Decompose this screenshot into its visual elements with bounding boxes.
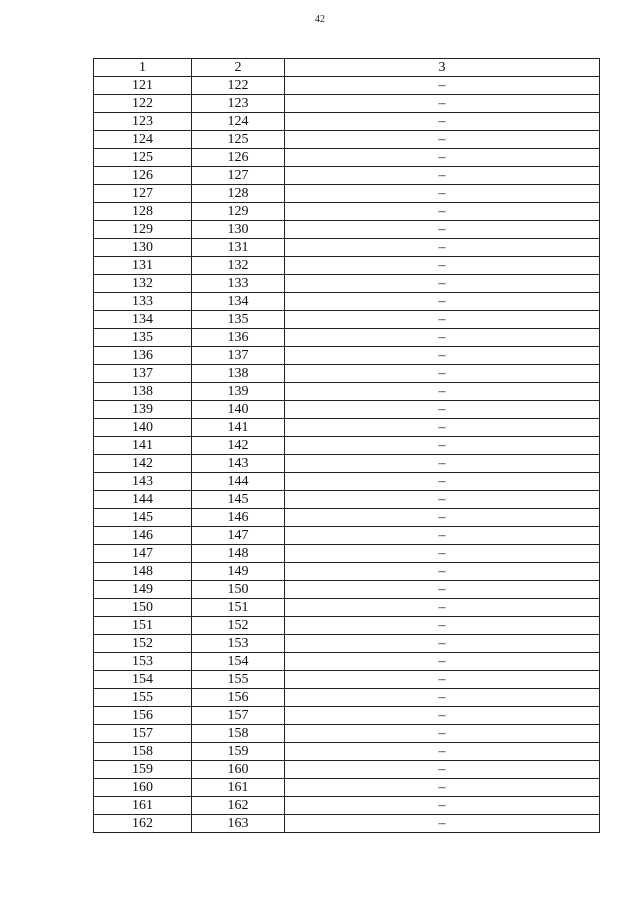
table-cell-col-2: 134 [192,293,285,311]
table-cell-col-2: 157 [192,707,285,725]
table-cell-col-3: – [285,113,600,131]
table-cell-col-1: 131 [94,257,192,275]
table-cell-col-3: – [285,473,600,491]
table-cell-col-3: – [285,185,600,203]
table-cell-col-1: 142 [94,455,192,473]
table-row [94,203,600,221]
table-cell-col-3: – [285,239,600,257]
table-cell-col-2: 149 [192,563,285,581]
table-row [94,77,600,95]
table-cell-col-3: – [285,779,600,797]
table-row [94,653,600,671]
table-cell-col-2: 160 [192,761,285,779]
table-row [94,527,600,545]
table-cell-col-3: – [285,707,600,725]
table-cell-col-2: 158 [192,725,285,743]
table-cell-col-3: – [285,743,600,761]
table-row [94,293,600,311]
table-cell-col-1: 157 [94,725,192,743]
table-cell-col-3: – [285,455,600,473]
table-cell-col-1: 141 [94,437,192,455]
table-cell-col-1: 149 [94,581,192,599]
table-cell-col-1: 136 [94,347,192,365]
table-cell-col-3: – [285,761,600,779]
table-cell-col-2: 148 [192,545,285,563]
table-cell-col-1: 139 [94,401,192,419]
table-cell-col-3: – [285,311,600,329]
table-cell-col-1: 155 [94,689,192,707]
table-cell-col-1: 159 [94,761,192,779]
table-cell-col-3: – [285,329,600,347]
table-row [94,419,600,437]
table-cell-col-3: – [285,419,600,437]
table-cell-col-2: 154 [192,653,285,671]
table-row [94,113,600,131]
table-cell-col-3: – [285,293,600,311]
table-cell-col-2: 162 [192,797,285,815]
table-row [94,401,600,419]
table-cell-col-2: 130 [192,221,285,239]
table-cell-col-3: – [285,671,600,689]
data-table [93,58,600,833]
table-cell-col-2: 143 [192,455,285,473]
table-cell-col-1: 145 [94,509,192,527]
table-cell-col-2: 156 [192,689,285,707]
table-cell-col-1: 129 [94,221,192,239]
table-cell-col-3: – [285,635,600,653]
table-cell-col-2: 152 [192,617,285,635]
table-cell-col-2: 144 [192,473,285,491]
table-cell-col-1: 127 [94,185,192,203]
table-cell-col-3: – [285,815,600,833]
table-cell-col-2: 127 [192,167,285,185]
table-cell-col-3: – [285,617,600,635]
table-cell-col-2: 146 [192,509,285,527]
table-row [94,185,600,203]
table-row [94,311,600,329]
table-cell-col-1: 128 [94,203,192,221]
table-row [94,545,600,563]
table-cell-col-1: 122 [94,95,192,113]
table-cell-col-1: 158 [94,743,192,761]
table-cell-col-3: – [285,437,600,455]
table-cell-col-1: 124 [94,131,192,149]
table-cell-col-1: 154 [94,671,192,689]
table-cell-col-2: 151 [192,599,285,617]
table-cell-col-3: – [285,599,600,617]
table-row [94,347,600,365]
table-cell-col-1: 161 [94,797,192,815]
table-row [94,365,600,383]
table-cell-col-3: – [285,563,600,581]
table-cell-col-3: – [285,689,600,707]
table-row [94,743,600,761]
table-cell-col-3: – [285,491,600,509]
table-cell-col-3: – [285,545,600,563]
table-row [94,581,600,599]
table-cell-col-1: 135 [94,329,192,347]
table-cell-col-2: 123 [192,95,285,113]
table-cell-col-2: 155 [192,671,285,689]
table-row [94,473,600,491]
table-cell-col-2: 142 [192,437,285,455]
table-cell-col-2: 153 [192,635,285,653]
table-row [94,779,600,797]
table-row [94,725,600,743]
table-row [94,329,600,347]
table-cell-col-1: 156 [94,707,192,725]
page-number: 42 [315,14,325,25]
table-cell-col-2: 138 [192,365,285,383]
table-cell-col-1: 143 [94,473,192,491]
table-cell-col-3: – [285,509,600,527]
table-cell-col-3: – [285,383,600,401]
table-row [94,599,600,617]
table-cell-col-3: – [285,581,600,599]
table-cell-col-1: 144 [94,491,192,509]
table-cell-col-2: 136 [192,329,285,347]
table-row [94,257,600,275]
table-row [94,563,600,581]
table-cell-col-3: – [285,95,600,113]
table-cell-col-1: 152 [94,635,192,653]
table-cell-col-2: 128 [192,185,285,203]
table-row [94,815,600,833]
table-row [94,437,600,455]
table-row [94,509,600,527]
table-cell-col-2: 139 [192,383,285,401]
table-row [94,131,600,149]
table-cell-col-1: 140 [94,419,192,437]
table-cell-col-2: 159 [192,743,285,761]
table-cell-col-3: – [285,275,600,293]
table-cell-col-2: 145 [192,491,285,509]
table-cell-col-1: 137 [94,365,192,383]
column-header-1: 1 [94,59,192,77]
table-cell-col-2: 126 [192,149,285,167]
table-cell-col-2: 147 [192,527,285,545]
table-cell-col-2: 131 [192,239,285,257]
table-row [94,707,600,725]
table-cell-col-3: – [285,365,600,383]
table-cell-col-1: 160 [94,779,192,797]
table-row [94,167,600,185]
table-cell-col-2: 140 [192,401,285,419]
table-cell-col-1: 130 [94,239,192,257]
table-cell-col-2: 141 [192,419,285,437]
table-cell-col-1: 132 [94,275,192,293]
table-cell-col-1: 146 [94,527,192,545]
table-cell-col-1: 162 [94,815,192,833]
table-cell-col-3: – [285,347,600,365]
table-cell-col-2: 129 [192,203,285,221]
table-cell-col-2: 124 [192,113,285,131]
table-cell-col-3: – [285,149,600,167]
table-cell-col-3: – [285,527,600,545]
table-header [94,59,600,77]
table-row [94,491,600,509]
table-row [94,95,600,113]
table-row [94,275,600,293]
table-row [94,239,600,257]
table-cell-col-3: – [285,167,600,185]
table-cell-col-3: – [285,131,600,149]
table-cell-col-2: 132 [192,257,285,275]
table-cell-col-1: 150 [94,599,192,617]
table-row [94,635,600,653]
table-cell-col-3: – [285,257,600,275]
table-cell-col-3: – [285,653,600,671]
table-row [94,221,600,239]
table-cell-col-3: – [285,221,600,239]
table-cell-col-1: 138 [94,383,192,401]
table-cell-col-1: 125 [94,149,192,167]
table-row [94,617,600,635]
table-row [94,455,600,473]
table-row [94,383,600,401]
table-cell-col-2: 125 [192,131,285,149]
table-cell-col-1: 123 [94,113,192,131]
table-cell-col-1: 147 [94,545,192,563]
table-cell-col-3: – [285,797,600,815]
table-cell-col-2: 137 [192,347,285,365]
table-row [94,149,600,167]
table-cell-col-1: 148 [94,563,192,581]
table-cell-col-2: 133 [192,275,285,293]
table-cell-col-1: 151 [94,617,192,635]
table-cell-col-2: 150 [192,581,285,599]
table-cell-col-1: 153 [94,653,192,671]
table-cell-col-1: 133 [94,293,192,311]
header-row [94,59,600,77]
table-cell-col-3: – [285,77,600,95]
column-header-2: 2 [192,59,285,77]
table-cell-col-3: – [285,725,600,743]
column-header-3: 3 [285,59,600,77]
table-row [94,671,600,689]
table-cell-col-2: 122 [192,77,285,95]
table-cell-col-3: – [285,401,600,419]
table-row [94,689,600,707]
table-body [94,77,600,833]
table-cell-col-2: 161 [192,779,285,797]
table-row [94,761,600,779]
table-cell-col-1: 134 [94,311,192,329]
table-cell-col-1: 121 [94,77,192,95]
table-row [94,797,600,815]
table-cell-col-1: 126 [94,167,192,185]
table-cell-col-2: 135 [192,311,285,329]
table-cell-col-3: – [285,203,600,221]
table-cell-col-2: 163 [192,815,285,833]
